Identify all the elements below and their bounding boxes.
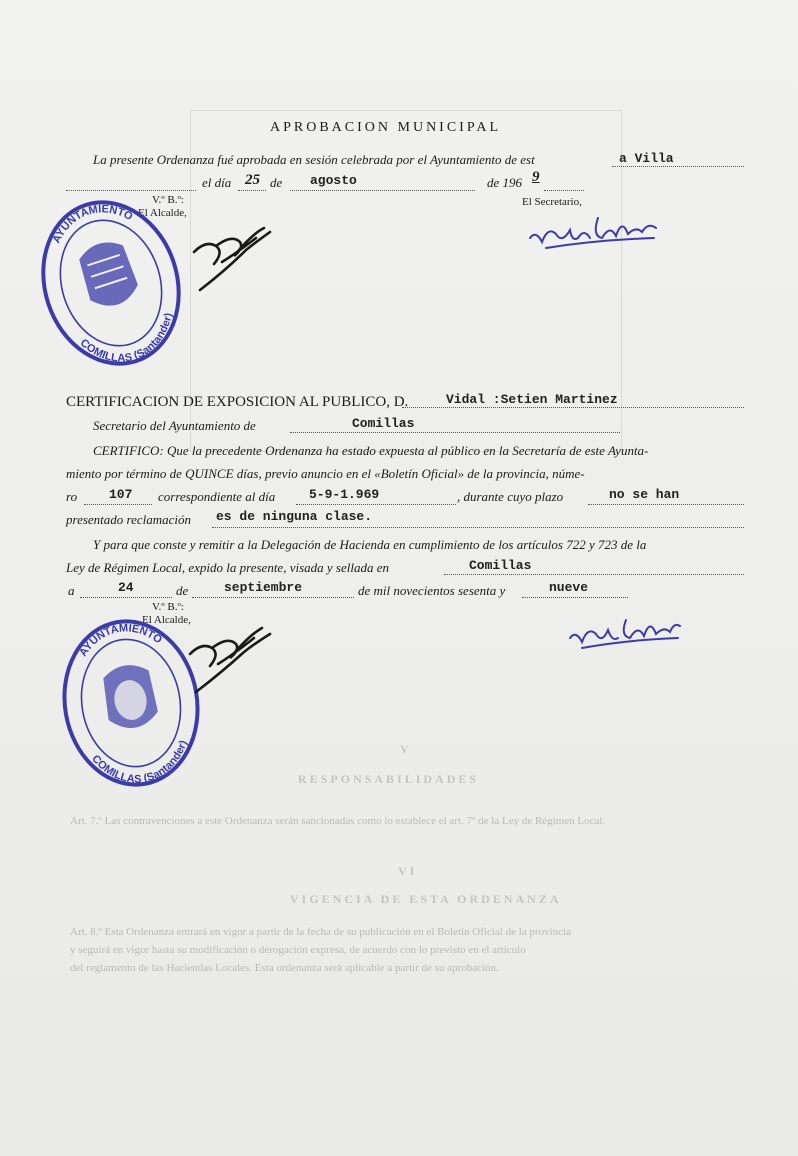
cert-vb-label: V.º B.º: bbox=[152, 601, 184, 613]
svg-text:AYUNTAMIENTO: AYUNTAMIENTO bbox=[50, 203, 135, 246]
cert-year-underline bbox=[522, 597, 628, 598]
cert-plazo-value: no se han bbox=[609, 487, 680, 502]
cert-conste-text: Y para que conste y remitir a la Delegación de Hacienda en cumplimiento de los artículos 722 y 723 de la bbox=[93, 537, 647, 552]
municipal-seal-stamp-top bbox=[38, 193, 184, 373]
cert-correspondiente-text: correspondiente al día bbox=[158, 489, 276, 504]
svg-text:COMILLAS (Santander): COMILLAS (Santander) bbox=[77, 311, 175, 365]
secretary-signature-bottom bbox=[566, 606, 686, 654]
cert-plazo-text: , durante cuyo plazo bbox=[457, 489, 564, 504]
cert-date-underline bbox=[296, 504, 456, 505]
approval-month-underline bbox=[290, 190, 475, 191]
cert-month-value: septiembre bbox=[224, 580, 303, 595]
bleed-heading-vigencia: VIGENCIA DE ESTA ORDENANZA bbox=[290, 892, 562, 906]
approval-day-underline bbox=[238, 190, 266, 191]
approval-line1-fill: a Villa bbox=[619, 151, 674, 166]
secretary-signature-top bbox=[526, 208, 666, 256]
approval-de-label: de bbox=[270, 175, 283, 190]
approval-title: APROBACION MUNICIPAL bbox=[270, 120, 502, 135]
approval-line1-underline bbox=[612, 166, 744, 167]
cert-alcalde-label: El Alcalde, bbox=[142, 614, 191, 626]
cert-plazo-underline bbox=[588, 504, 744, 505]
cert-ro-underline bbox=[84, 504, 152, 505]
cert-day-value: 24 bbox=[118, 580, 134, 595]
approval-vb-label: V.º B.º: bbox=[152, 194, 184, 206]
cert-secretary-text: Secretario del Ayuntamiento de bbox=[93, 418, 256, 433]
cert-certifico-text: CERTIFICO: Que la precedente Ordenanza ha estado expuesta al público en la Secretaría de este Ayunta- bbox=[93, 443, 649, 458]
cert-mil-text: de mil novecientos sesenta y bbox=[358, 583, 506, 598]
cert-ro-label: ro bbox=[66, 489, 78, 504]
cert-ro-value: 107 bbox=[109, 487, 133, 502]
mayor-signature-bottom bbox=[182, 612, 278, 702]
bleed-article-8-line3: del reglamento de las Haciendas Locales. Esta ordenanza será aplicable a partir de su aprobación. bbox=[70, 962, 499, 974]
svg-text:AYUNTAMIENTO: AYUNTAMIENTO bbox=[77, 622, 165, 659]
approval-day-label: el día bbox=[202, 175, 232, 190]
bleed-article-8-line2: y seguirá en vigor hasta su modificación o derogación expresa, de acuerdo con lo previsto en el artículo bbox=[70, 944, 526, 956]
bleed-heading-v: V bbox=[400, 742, 412, 756]
cert-place-underline bbox=[444, 574, 744, 575]
approval-line2-leader bbox=[66, 190, 196, 191]
cert-a-label: a bbox=[68, 583, 75, 598]
approval-day-value: 25 bbox=[245, 172, 260, 188]
cert-de-label: de bbox=[176, 583, 189, 598]
cert-municipality-value: Comillas bbox=[352, 416, 415, 431]
bleed-article-8-line1: Art. 8.º Esta Ordenanza entrará en vigor a partir de la fecha de su publicación en el Boletín Oficial de la provincia bbox=[70, 926, 571, 938]
approval-year-value: 9 bbox=[532, 169, 540, 185]
approval-line1-text: La presente Ordenanza fué aprobada en sesión celebrada por el Ayuntamiento de est bbox=[93, 152, 535, 167]
cert-month-underline bbox=[192, 597, 354, 598]
cert-name-value: Vidal :Setien Martinez bbox=[446, 392, 618, 407]
cert-reclamacion-underline bbox=[212, 527, 744, 528]
svg-text:COMILLAS (Santander): COMILLAS (Santander) bbox=[89, 738, 190, 786]
cert-name-underline bbox=[402, 407, 744, 408]
approval-month-value: agosto bbox=[310, 173, 357, 188]
cert-day-underline bbox=[80, 597, 172, 598]
bleed-article-7: Art. 7.º Las contravenciones a este Ordenanza serán sancionadas como lo establece el art. 7º de la Ley de Régimen Local. bbox=[70, 815, 606, 827]
approval-alcalde-label: El Alcalde, bbox=[138, 207, 187, 219]
approval-secretario-label: El Secretario, bbox=[522, 196, 582, 208]
bleed-heading-responsabilidades: RESPONSABILIDADES bbox=[298, 772, 480, 786]
cert-title-text: CERTIFICACION DE EXPOSICION AL PUBLICO, D. bbox=[66, 394, 409, 410]
cert-ley-text: Ley de Régimen Local, expido la presente, visada y sellada en bbox=[66, 560, 389, 575]
mayor-signature-top bbox=[186, 212, 276, 302]
cert-date-value: 5-9-1.969 bbox=[309, 487, 380, 502]
cert-reclamacion-value: es de ninguna clase. bbox=[216, 509, 373, 524]
cert-place-value: Comillas bbox=[469, 558, 532, 573]
cert-presentado-text: presentado reclamación bbox=[66, 512, 192, 527]
approval-year-underline bbox=[544, 190, 584, 191]
cert-municipality-underline bbox=[290, 432, 620, 433]
cert-year-word-value: nueve bbox=[549, 580, 589, 595]
cert-line2-text: miento por término de QUINCE días, previo anuncio en el «Boletín Oficial» de la provincia, núme- bbox=[66, 466, 585, 481]
bleed-heading-vi: VI bbox=[398, 864, 418, 878]
approval-year-label: de 196 bbox=[487, 175, 523, 190]
